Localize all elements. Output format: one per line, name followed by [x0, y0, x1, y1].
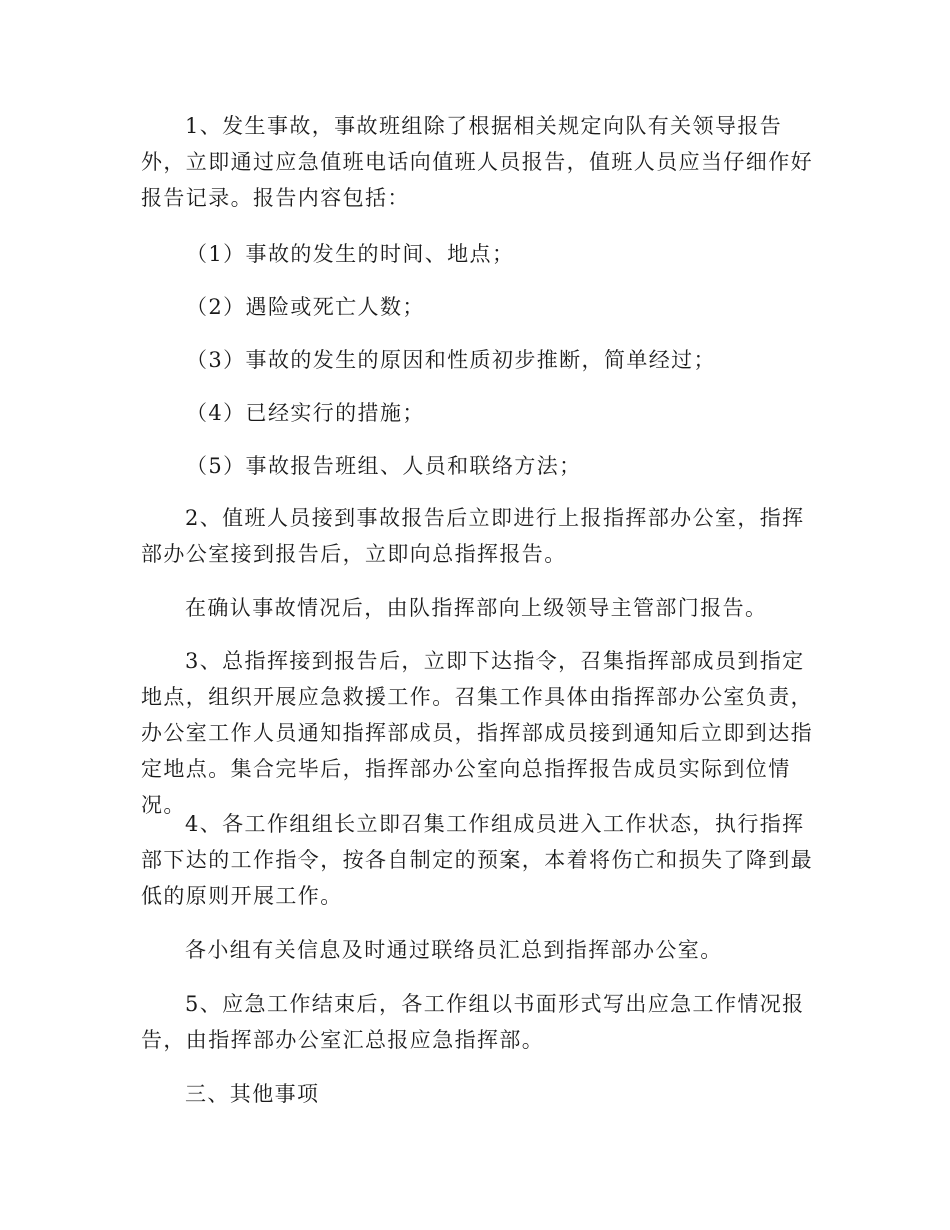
- list-item-4: （4）已经实行的措施；: [186, 401, 425, 425]
- list-item-5: （5）事故报告班组、人员和联络方法；: [186, 454, 582, 478]
- paragraph-3: 在确认事故情况后，由队指挥部向上级领导主管部门报告。: [185, 596, 768, 620]
- list-item-1: （1）事故的发生的时间、地点；: [186, 242, 515, 266]
- paragraph-6: 各小组有关信息及时通过联络员汇总到指挥部办公室。: [185, 938, 723, 962]
- list-item-2: （2）遇险或死亡人数；: [186, 295, 425, 319]
- section-heading: 三、其他事项: [185, 1082, 320, 1106]
- paragraph-1: 1、发生事故，事故班组除了根据相关规定向队有关领导报告外，立即通过应急值班电话向值班人员报告，值班人员应当仔细作好报告记录。报告内容包括：: [141, 114, 813, 210]
- paragraph-5: 4、各工作组组长立即召集工作组成员进入工作状态，执行指挥部下达的工作指令，按各自制定的预案，本着将伤亡和损失了降到最低的原则开展工作。: [141, 812, 813, 908]
- paragraph-4: 3、总指挥接到报告后，立即下达指令，召集指挥部成员到指定地点，组织开展应急救援工作。召集工作具体由指挥部办公室负责，办公室工作人员通知指挥部成员，指挥部成员接到通知后立即到达指定地点。集合完毕后，指挥部办公室向总指挥报告成员实际到位情况。: [141, 649, 813, 817]
- paragraph-7: 5、应急工作结束后，各工作组以书面形式写出应急工作情况报告，由指挥部办公室汇总报应急指挥部。: [141, 992, 805, 1052]
- paragraph-2: 2、值班人员接到事故报告后立即进行上报指挥部办公室，指挥部办公室接到报告后，立即向总指挥报告。: [141, 506, 805, 566]
- list-item-3: （3）事故的发生的原因和性质初步推断，简单经过；: [186, 348, 716, 372]
